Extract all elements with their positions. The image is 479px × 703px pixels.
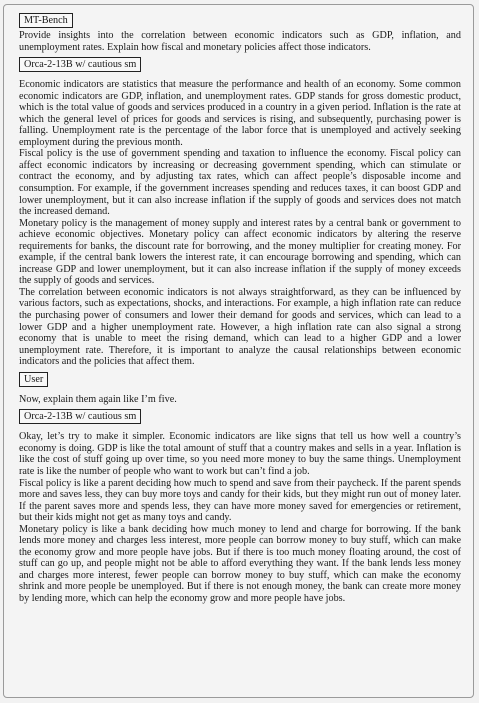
speaker-tag-user: User: [19, 372, 48, 387]
prompt-section: [19, 10, 461, 53]
response-paragraph: Economic indicators are statistics that measure the performance and health of an economy. Some common economic indicators are GDP, inflation, and unemployment rates. GDP stands for gross domestic product, which is the total value of goods and services produced in a country in a given period. Inflation is the rate at which the general level of prices for goods and services is rising, and subsequently, purchasing power is falling. Unemployment rate is the percentage of the labor force that is unemployed and actively seeking employment during the previous month.: [19, 79, 461, 148]
model-response-2: [19, 406, 461, 604]
speaker-tag-model: Orca-2-13B w/ cautious sm: [19, 57, 141, 72]
user-text: Now, explain them again like I’m five.: [19, 393, 177, 405]
response-paragraph: Fiscal policy is the use of government spending and taxation to influence the economy. Fiscal policy can affect economic indicators by increasing or decreasing government spending, which can stimulate or contract the economy, and by adjusting tax rates, which can affect people’s disposable income and consumption. For example, if the government increases spending and reduces taxes, it can boost GDP and lower unemployment, but it can also increase inflation if the supply of goods and services does not match the increased demand.: [19, 148, 461, 218]
response-paragraph: Monetary policy is the management of money supply and interest rates by a central bank or government to achieve economic objectives. Monetary policy can affect economic indicators by altering the reserve requirements for banks, the discount rate for borrowing, and the money multiplier for creating money. For example, if the central bank lowers the interest rate, it can encourage borrowing and spending, which can increase GDP and lower unemployment, but it can also increase inflation if the supply of money exceeds the supply of goods and services.: [19, 217, 461, 287]
model-response-1: [19, 54, 461, 368]
response-paragraph: The correlation between economic indicators is not always straightforward, as they can be influenced by various factors, such as expectations, shocks, and interactions. For example, a high inflation rate can reduce the purchasing power of consumers and lower their demand for goods and services, which can lead to a lower GDP and a higher unemployment rate. However, a high inflation rate can also signal a strong economy that is unable to meet the rising demand, which can lead to a higher GDP and a lower unemployment rate. Therefore, it is important to analyze the causal relationships between economic indicators and the policies that affect them.: [19, 286, 461, 368]
speaker-tag-model: Orca-2-13B w/ cautious sm: [19, 409, 141, 424]
user-section: [19, 369, 461, 406]
speaker-tag-mt-bench: MT-Bench: [19, 13, 73, 28]
response-paragraph: Monetary policy is like a bank deciding how much money to lend and charge for borrowing. If the bank lends more money and charges less interest, more people can borrow money to buy stuff, which can make the economy grow and more people have jobs. But if there is too much money floating around, the cost of stuff can go up, and people might not be able to afford everything they want. If the bank lends less money and charges more interest, fewer people can borrow money to buy stuff, which can make the economy shrink and more people be unemployed. But if there is not enough money, the bank can create more money by lending more, which can help the economy grow and more people have jobs.: [19, 523, 461, 604]
response-paragraph: Okay, let’s try to make it simpler. Economic indicators are like signs that tell us how well a country’s economy is doing. GDP is like the total amount of stuff that a country makes and sells in a year. Inflation is like the cost of stuff going up over time, so you need more money to buy the same things. Unemployment rate is like the number of people who want to work but can’t find a job.: [19, 431, 461, 477]
response-paragraph: Fiscal policy is like a parent deciding how much to spend and save from their paycheck. If the parent spends more and saves less, they can buy more toys and candy for their kids, but they might run out of money later. If the parent saves more and spends less, they can have more money saved for emergencies or retirement, but their kids might not get as many toys and candy.: [19, 477, 461, 524]
prompt-text: Provide insights into the correlation between economic indicators such as GDP, inflation, and unemployment rates. Explain how fiscal and monetary policies affect those indicators.: [19, 30, 461, 53]
dialogue-transcript: [3, 4, 474, 698]
